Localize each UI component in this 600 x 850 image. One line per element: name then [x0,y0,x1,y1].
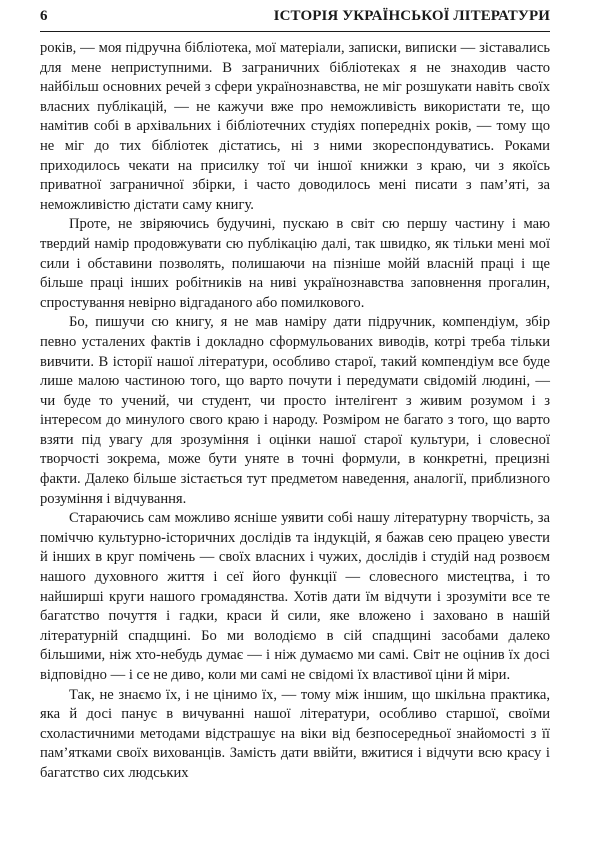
running-title: ІСТОРІЯ УКРАЇНСЬКОЇ ЛІТЕРАТУРИ [273,8,550,24]
paragraph-2: Проте, не звіряючись будучині, пускаю в світ сю першу частину і маю твердий намір продовжувати сю публікацію далі, так швидко, як тільки мені мої сили і обставини позволять, полишаючи на пізніше мойй власній праці і ще більше праці інших робітників на ниві українознавства заповнення прогалин, спростування невірно відгаданого або помилкового. [40,216,550,311]
text-body [40,39,550,784]
book-page [40,5,550,845]
running-head [40,5,550,32]
paragraph-4: Стараючись сам можливо ясніше уявити собі нашу літературну творчість, за поміччю культурно-історичних дослідів та індукцій, я бажав сею працею увести й інших в круг помічень — своїх власних і чужих, дослідів і студій над розвоєм нашого духовного життя і сеї його функції — словесного мистецтва, і то найширші круги нашого громадянства. Хотів дати їм відчути і зрозуміти все те багатство почуття і гадки, краси й сили, яке вложено і заховано в нашій літературній спадщині. Бо ми володіємо в сій спадщині засобами далеко більшими, ніж хто-небудь думає — і ніж думаємо ми самі. Світ не оцінив їх досі відповідно — і се не диво, коли ми самі не свідомі їх властивої ціни й міри. [40,510,550,683]
page-number: 6 [40,8,48,24]
paragraph-5: Так, не знаємо їх, і не цінимо їх, — тому між іншим, що шкільна практика, яка й досі панує в вичуванні нашої літератури, особливо старшої, своїми схоластичними методами відстрашує на віки від безпосередньої знайомості з її пам’ятками своїх вихованців. Замість дати ввійти, вжитися і відчути всю красу і багатство сих людських [40,686,550,781]
paragraph-3: Бо, пишучи сю книгу, я не мав наміру дати підручник, компендіум, збір певно усталених фактів і докладно сформульованих виводів, котрі треба тільки вивчити. В історії нашої літератури, особливо старої, такий компендіум все буде лише малою частиною того, що варто почути і передумати свідомій людині, — чи буде то учений, чи студент, чи просто інтелігент з живим розумом і з інтересом до минулого свого краю і народу. Розміром не багато з того, що варто взяти під увагу для зрозуміння і оцінки нашої старої культури, і словесної творчості зокрема, може бути уняте в точні формули, в конкретні, прецизні факти. Далеко більше зістається тут предметом наведення, аналогії, приблизного розуміння і відчування. [40,314,550,507]
paragraph-1: років, — моя підручна бібліотека, мої матеріали, записки, виписки — зіставались для мене неприступними. В заграничних бібліотеках я не знаходив часто найбільш основних речей з сфери українознавства, не міг розшукати навіть своїх власних публікацій, — не кажучи вже про неможливість використати те, що намітив собі в архівальних і бібліотечних студіях попередніх років, — тому що не міг до тих бібліотек дістатись, ні з ними зкореспондуватись. Роками приходилось чекати на присилку тої чи іншої книжки з краю, чи з якоїсь приватної заграничної збірки, і часто доводилось мені писати з пам’яті, за неможливістю дістати саму книгу. [40,40,550,213]
